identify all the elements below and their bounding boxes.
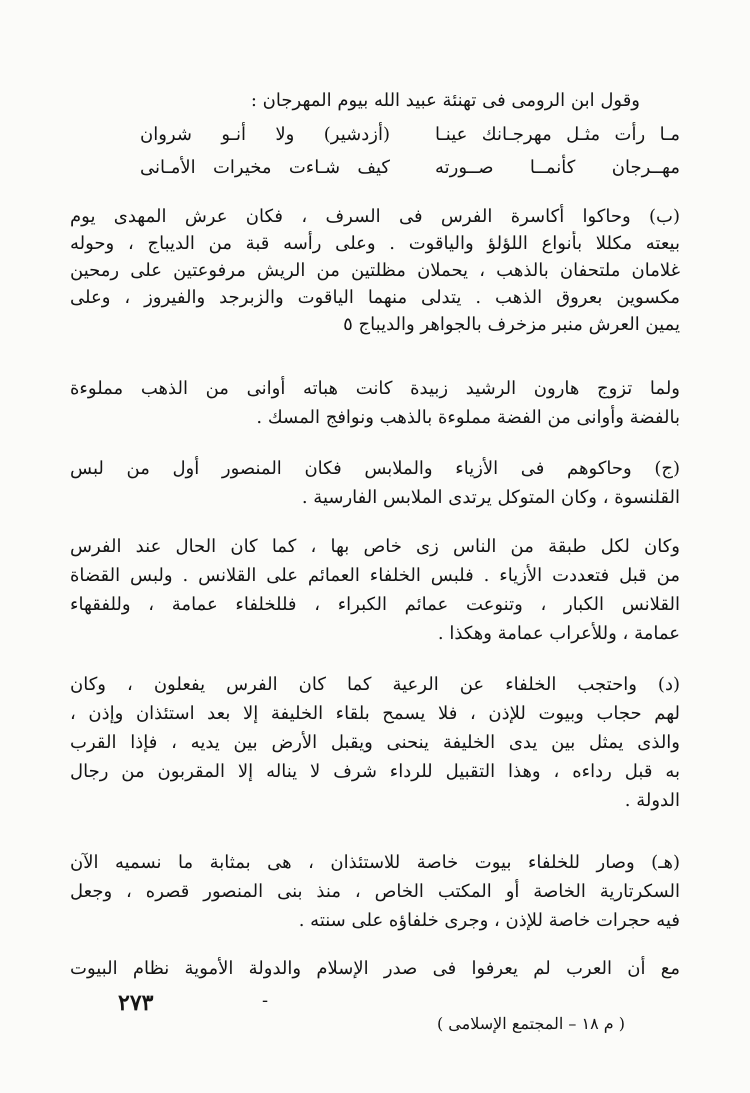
- text-line: وكان لكل طبقة من الناس زى خاص بها ، كما كان الحال عند الفرس: [70, 536, 680, 557]
- verse-1-second-hemistich: (أزدشير) ولا أنـو شروان: [140, 124, 390, 145]
- text-line: الدولة .: [624, 790, 680, 811]
- text-line: يمين العرش منبر مزخرف بالجواهر والديباج ٥: [343, 314, 680, 335]
- text-line: فيه حجرات خاصة للإذن ، وجرى خلفاؤه على سنته .: [298, 910, 680, 931]
- text-line: بيعته مكللا بأنواع اللؤلؤ والياقوت . وعلى رأسه قبة من الديباج ، وحوله: [70, 233, 680, 254]
- text-line: من قبل فتعددت الأزياء . فلبس الخلفاء العمائم على القلانس . ولبس القضاة: [70, 565, 680, 586]
- text-line: (ب) وحاكوا أكاسرة الفرس فى السرف ، فكان عرش المهدى يوم: [70, 206, 680, 227]
- text-line: والذى يمثل بين يدى الخليفة ينحنى ويقبل الأرض بين يديه ، فإذا القرب: [70, 732, 680, 753]
- text-line: ولما تزوج هارون الرشيد زبيدة كانت هباته أوانى من الذهب مملوءة: [70, 378, 680, 399]
- page-number: ٢٧٣: [118, 990, 154, 1016]
- footer-dash: -: [262, 990, 269, 1011]
- verse-2-first-hemistich: مهــرجان كأنمــا صــورته: [435, 157, 680, 178]
- text-line: مكسوين بعروق الذهب . يتدلى منهما الياقوت والزبرجد والفيروز ، وعلى: [70, 287, 680, 308]
- signature-label: ( م ١٨ – المجتمع الإسلامى ): [436, 1014, 625, 1033]
- text-line: بالفضة وأوانى من الفضة مملوءة بالذهب ونوافج المسك .: [256, 407, 680, 428]
- text-line: غلامان ملتحفان بالذهب ، يحملان مظلتين من الريش مرفوعتين على رمحين: [70, 260, 680, 281]
- text-line: (هـ) وصار للخلفاء بيوت خاصة للاستئذان ، هى بمثابة ما نسميه الآن: [70, 852, 680, 873]
- text-line: مع أن العرب لم يعرفوا فى صدر الإسلام والدولة الأموية نظام البيوت: [70, 958, 680, 979]
- text-line: السكرتارية الخاصة أو المكتب الخاص ، منذ بنى المنصور قصره ، وجعل: [70, 881, 680, 902]
- text-line: (د) واحتجب الخلفاء عن الرعية كما كان الفرس يفعلون ، وكان: [70, 674, 680, 695]
- text-line: لهم حجاب وبيوت للإذن ، فلا يسمح بلقاء الخليفة إلا بعد استئذان وإذن ،: [70, 703, 680, 724]
- text-line: (ج) وحاكوهم فى الأزياء والملابس فكان المنصور أول من لبس: [70, 458, 680, 479]
- verse-1-first-hemistich: مـا رأت مثـل مهرجـانك عينـا: [435, 124, 680, 145]
- verse-2-second-hemistich: كيف شـاءت مخيرات الأمـانى: [140, 157, 390, 178]
- text-line: القلانس الكبار ، وتنوعت عمائم الكبراء ، فللخلفاء عمامة ، وللفقهاء: [70, 594, 680, 615]
- text-line: عمامة ، وللأعراب عمامة وهكذا .: [437, 623, 680, 644]
- intro-line: وقول ابن الرومى فى تهنئة عبيد الله بيوم المهرجان :: [250, 90, 640, 111]
- text-line: به قبل رداءه ، وهذا التقبيل للرداء شرف لا يناله إلا المقربون من رجال: [70, 761, 680, 782]
- text-line: القلنسوة ، وكان المتوكل يرتدى الملابس الفارسية .: [301, 487, 680, 508]
